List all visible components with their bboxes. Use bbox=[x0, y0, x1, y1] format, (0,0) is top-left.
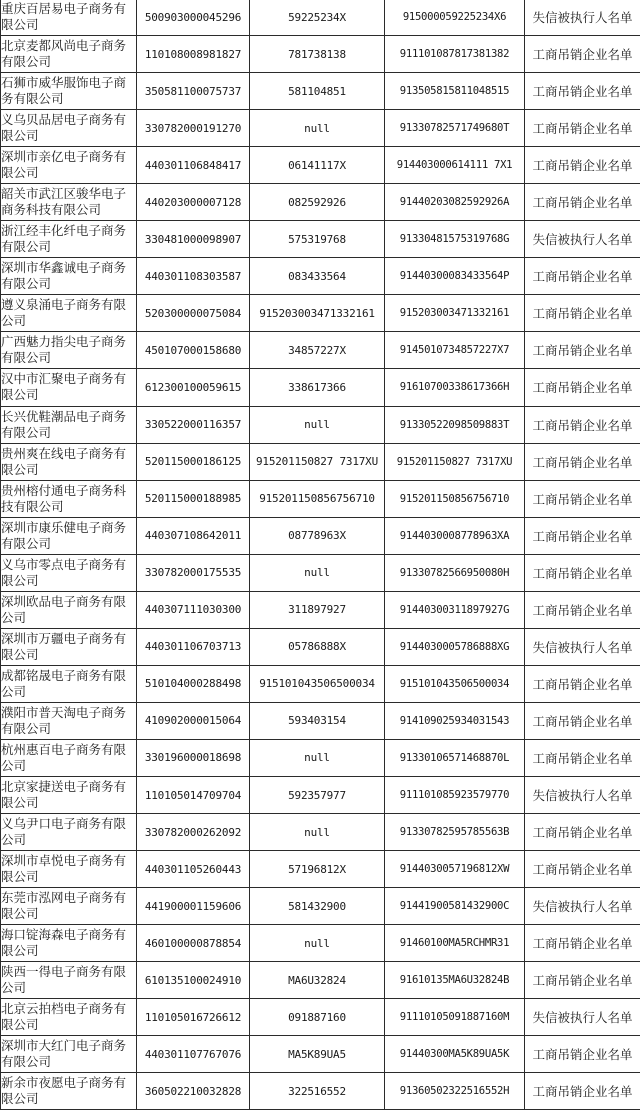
company-name: 濮阳市普天淘电子商务有限公司 bbox=[1, 704, 127, 736]
table-row bbox=[1, 258, 640, 295]
company-name: 北京麦都风尚电子商务有限公司 bbox=[1, 38, 127, 70]
registration-number-cell: 610135100024910 bbox=[137, 962, 250, 999]
status-cell: 工商吊销企业名单 bbox=[525, 665, 640, 702]
company-name-cell bbox=[1, 110, 137, 147]
organization-code-cell: null bbox=[250, 110, 385, 147]
organization-code-cell: null bbox=[250, 554, 385, 591]
status-cell: 工商吊销企业名单 bbox=[525, 110, 640, 147]
status-cell: 失信被执行人名单 bbox=[525, 999, 640, 1036]
company-name: 浙江经丰化纤电子商务有限公司 bbox=[1, 223, 127, 255]
credit-code-cell: 91360502322516552H bbox=[385, 1073, 525, 1110]
organization-code-cell: null bbox=[250, 406, 385, 443]
table-row bbox=[1, 221, 640, 258]
table-row bbox=[1, 851, 640, 888]
status-cell: 工商吊销企业名单 bbox=[525, 591, 640, 628]
company-name-cell bbox=[1, 925, 137, 962]
status-cell: 工商吊销企业名单 bbox=[525, 369, 640, 406]
company-name: 广西魅力指尖电子商务有限公司 bbox=[1, 334, 127, 366]
organization-code-cell: 915201150827 7317XU bbox=[250, 443, 385, 480]
registration-number-cell: 460100000878854 bbox=[137, 925, 250, 962]
credit-code-cell: 91330782571749680T bbox=[385, 110, 525, 147]
status-cell: 失信被执行人名单 bbox=[525, 0, 640, 36]
registration-number-cell: 330782000262092 bbox=[137, 814, 250, 851]
company-name: 贵州爽在线电子商务有限公司 bbox=[1, 445, 127, 477]
status-cell: 工商吊销企业名单 bbox=[525, 147, 640, 184]
company-name: 深圳市万疆电子商务有限公司 bbox=[1, 630, 127, 662]
table-row bbox=[1, 1036, 640, 1073]
company-name-cell bbox=[1, 295, 137, 332]
credit-code-cell: 915201150827 7317XU bbox=[385, 443, 525, 480]
company-name-cell bbox=[1, 184, 137, 221]
company-name-cell bbox=[1, 332, 137, 369]
company-name-cell bbox=[1, 888, 137, 925]
organization-code-cell: 59225234X bbox=[250, 0, 385, 36]
table-row bbox=[1, 999, 640, 1036]
table-row bbox=[1, 406, 640, 443]
registration-number-cell: 440301108303587 bbox=[137, 258, 250, 295]
registration-number-cell: 440301107767076 bbox=[137, 1036, 250, 1073]
registration-number-cell: 360502210032828 bbox=[137, 1073, 250, 1110]
company-name-cell bbox=[1, 221, 137, 258]
organization-code-cell: 581104851 bbox=[250, 73, 385, 110]
company-name: 义乌尹口电子商务有限公司 bbox=[1, 816, 127, 848]
credit-code-cell: 91330782595785563B bbox=[385, 814, 525, 851]
table-row bbox=[1, 110, 640, 147]
company-name: 韶关市武江区骏华电子商务科技有限公司 bbox=[1, 186, 127, 218]
status-cell: 工商吊销企业名单 bbox=[525, 184, 640, 221]
table-row bbox=[1, 702, 640, 739]
company-name: 深圳市卓悦电子商务有限公司 bbox=[1, 853, 127, 885]
company-name: 北京家捷送电子商务有限公司 bbox=[1, 779, 127, 810]
company-name-cell bbox=[1, 962, 137, 999]
company-name-cell bbox=[1, 36, 137, 73]
status-cell: 工商吊销企业名单 bbox=[525, 554, 640, 591]
status-cell: 工商吊销企业名单 bbox=[525, 73, 640, 110]
company-name: 深圳市大红门电子商务有限公司 bbox=[1, 1038, 127, 1070]
table-row bbox=[1, 73, 640, 110]
company-name-cell bbox=[1, 554, 137, 591]
table-row bbox=[1, 628, 640, 665]
registration-number-cell: 350581100075737 bbox=[137, 73, 250, 110]
credit-code-cell: 91330782566950080H bbox=[385, 554, 525, 591]
credit-code-cell: 91330481575319768G bbox=[385, 221, 525, 258]
registration-number-cell: 330782000191270 bbox=[137, 110, 250, 147]
registration-number-cell: 510104000288498 bbox=[137, 665, 250, 702]
credit-code-cell: 911101087817381382 bbox=[385, 36, 525, 73]
credit-code-cell: 91610700338617366H bbox=[385, 369, 525, 406]
credit-code-cell: 91330106571468870L bbox=[385, 739, 525, 776]
company-name: 东莞市泓网电子商务有限公司 bbox=[1, 890, 127, 922]
credit-code-cell: 9144030057196812XW bbox=[385, 851, 525, 888]
status-cell: 工商吊销企业名单 bbox=[525, 295, 640, 332]
company-name: 义乌市零点电子商务有限公司 bbox=[1, 556, 127, 588]
registration-number-cell: 330481000098907 bbox=[137, 221, 250, 258]
organization-code-cell: 593403154 bbox=[250, 702, 385, 739]
company-name: 深圳市华鑫诚电子商务有限公司 bbox=[1, 260, 127, 292]
table-row bbox=[1, 1073, 640, 1110]
credit-code-cell: 913505815811048515 bbox=[385, 73, 525, 110]
organization-code-cell: 08778963X bbox=[250, 517, 385, 554]
credit-code-cell: 91110105091887160M bbox=[385, 999, 525, 1036]
company-name-cell bbox=[1, 517, 137, 554]
organization-code-cell: 091887160 bbox=[250, 999, 385, 1036]
company-name: 汉中市汇聚电子商务有限公司 bbox=[1, 371, 127, 403]
credit-code-cell: 914109025934031543 bbox=[385, 702, 525, 739]
registration-number-cell: 520115000188985 bbox=[137, 480, 250, 517]
credit-code-cell: 914403000614111 7X1 bbox=[385, 147, 525, 184]
organization-code-cell: 915201150856756710 bbox=[250, 480, 385, 517]
company-name: 石狮市威华服饰电子商务有限公司 bbox=[1, 75, 127, 107]
company-name: 深圳市康乐健电子商务有限公司 bbox=[1, 519, 127, 551]
company-name-cell bbox=[1, 147, 137, 184]
registration-number-cell: 520115000186125 bbox=[137, 443, 250, 480]
registration-number-cell: 110108008981827 bbox=[137, 36, 250, 73]
registration-number-cell: 612300100059615 bbox=[137, 369, 250, 406]
credit-code-cell: 91460100MA5RCHMR31 bbox=[385, 925, 525, 962]
registration-number-cell: 330782000175535 bbox=[137, 554, 250, 591]
table-row bbox=[1, 776, 640, 813]
status-cell: 工商吊销企业名单 bbox=[525, 406, 640, 443]
table-row bbox=[1, 36, 640, 73]
registration-number-cell: 440307108642011 bbox=[137, 517, 250, 554]
organization-code-cell: 083433564 bbox=[250, 258, 385, 295]
organization-code-cell: 311897927 bbox=[250, 591, 385, 628]
company-name-cell bbox=[1, 258, 137, 295]
registration-number-cell: 520300000075084 bbox=[137, 295, 250, 332]
status-cell: 工商吊销企业名单 bbox=[525, 36, 640, 73]
company-name-cell bbox=[1, 443, 137, 480]
organization-code-cell: 915203003471332161 bbox=[250, 295, 385, 332]
status-cell: 工商吊销企业名单 bbox=[525, 332, 640, 369]
company-name: 陕西一得电子商务有限公司 bbox=[1, 964, 127, 996]
company-name-cell bbox=[1, 73, 137, 110]
organization-code-cell: 915101043506500034 bbox=[250, 665, 385, 702]
company-name: 长兴优鞋潮品电子商务有限公司 bbox=[1, 408, 127, 440]
status-cell: 工商吊销企业名单 bbox=[525, 851, 640, 888]
company-name: 杭州惠百电子商务有限公司 bbox=[1, 741, 127, 773]
company-name-cell bbox=[1, 851, 137, 888]
credit-code-cell: 9145010734857227X7 bbox=[385, 332, 525, 369]
status-cell: 工商吊销企业名单 bbox=[525, 443, 640, 480]
credit-code-cell: 91440203082592926A bbox=[385, 184, 525, 221]
table-row bbox=[1, 962, 640, 999]
credit-code-cell: 91330522098509883T bbox=[385, 406, 525, 443]
registration-number-cell: 440301106703713 bbox=[137, 628, 250, 665]
organization-code-cell: 575319768 bbox=[250, 221, 385, 258]
credit-code-cell: 91441900581432900C bbox=[385, 888, 525, 925]
company-name: 新余市夜愿电子商务有限公司 bbox=[1, 1075, 127, 1107]
table-row bbox=[1, 0, 640, 36]
status-cell: 失信被执行人名单 bbox=[525, 221, 640, 258]
company-name: 遵义泉涌电子商务有限公司 bbox=[1, 297, 127, 329]
table-row bbox=[1, 369, 640, 406]
credit-code-cell: 91610135MA6U32824B bbox=[385, 962, 525, 999]
table-row bbox=[1, 443, 640, 480]
registration-number-cell: 110105016726612 bbox=[137, 999, 250, 1036]
status-cell: 工商吊销企业名单 bbox=[525, 480, 640, 517]
registration-number-cell: 450107000158680 bbox=[137, 332, 250, 369]
company-name-cell bbox=[1, 702, 137, 739]
credit-code-cell: 915203003471332161 bbox=[385, 295, 525, 332]
registration-number-cell: 440203000007128 bbox=[137, 184, 250, 221]
company-name-cell bbox=[1, 628, 137, 665]
company-name-cell bbox=[1, 814, 137, 851]
registry-table-body bbox=[1, 0, 640, 1110]
organization-code-cell: null bbox=[250, 925, 385, 962]
company-name: 深圳市亲亿电子商务有限公司 bbox=[1, 149, 127, 181]
company-name-cell bbox=[1, 480, 137, 517]
organization-code-cell: 581432900 bbox=[250, 888, 385, 925]
company-name-cell bbox=[1, 665, 137, 702]
organization-code-cell: MA6U32824 bbox=[250, 962, 385, 999]
organization-code-cell: 05786888X bbox=[250, 628, 385, 665]
organization-code-cell: 781738138 bbox=[250, 36, 385, 73]
status-cell: 工商吊销企业名单 bbox=[525, 814, 640, 851]
credit-code-cell: 915201150856756710 bbox=[385, 480, 525, 517]
organization-code-cell: null bbox=[250, 814, 385, 851]
registration-number-cell: 441900001159606 bbox=[137, 888, 250, 925]
credit-code-cell: 915101043506500034 bbox=[385, 665, 525, 702]
credit-code-cell: 91440300083433564P bbox=[385, 258, 525, 295]
status-cell: 工商吊销企业名单 bbox=[525, 517, 640, 554]
status-cell: 工商吊销企业名单 bbox=[525, 1073, 640, 1110]
status-cell: 失信被执行人名单 bbox=[525, 888, 640, 925]
credit-code-cell: 911101085923579770 bbox=[385, 776, 525, 813]
organization-code-cell: 06141117X bbox=[250, 147, 385, 184]
company-name: 义乌贝品居电子商务有限公司 bbox=[1, 112, 127, 144]
status-cell: 失信被执行人名单 bbox=[525, 628, 640, 665]
credit-code-cell: 91440300MA5K89UA5K bbox=[385, 1036, 525, 1073]
table-row bbox=[1, 739, 640, 776]
organization-code-cell: 338617366 bbox=[250, 369, 385, 406]
company-name-cell bbox=[1, 1073, 137, 1110]
credit-code-cell: 915000059225234X6 bbox=[385, 0, 525, 36]
status-cell: 失信被执行人名单 bbox=[525, 776, 640, 813]
table-row bbox=[1, 925, 640, 962]
company-name: 贵州榕付通电子商务科技有限公司 bbox=[1, 482, 127, 514]
registration-number-cell: 440301106848417 bbox=[137, 147, 250, 184]
organization-code-cell: null bbox=[250, 739, 385, 776]
company-name: 成都铭晟电子商务有限公司 bbox=[1, 667, 127, 699]
company-name: 重庆百居易电子商务有限公司 bbox=[1, 1, 127, 33]
credit-code-cell: 9144030008778963XA bbox=[385, 517, 525, 554]
status-cell: 工商吊销企业名单 bbox=[525, 258, 640, 295]
table-row bbox=[1, 591, 640, 628]
table-row bbox=[1, 147, 640, 184]
status-cell: 工商吊销企业名单 bbox=[525, 925, 640, 962]
company-name-cell bbox=[1, 369, 137, 406]
table-row bbox=[1, 295, 640, 332]
organization-code-cell: 082592926 bbox=[250, 184, 385, 221]
registration-number-cell: 330196000018698 bbox=[137, 739, 250, 776]
company-name-cell bbox=[1, 0, 137, 36]
table-row bbox=[1, 888, 640, 925]
company-name: 海口锭海森电子商务有限公司 bbox=[1, 927, 127, 959]
table-row bbox=[1, 332, 640, 369]
status-cell: 工商吊销企业名单 bbox=[525, 739, 640, 776]
table-row bbox=[1, 517, 640, 554]
registration-number-cell: 330522000116357 bbox=[137, 406, 250, 443]
status-cell: 工商吊销企业名单 bbox=[525, 1036, 640, 1073]
company-name-cell bbox=[1, 1036, 137, 1073]
credit-code-cell: 9144030005786888XG bbox=[385, 628, 525, 665]
status-cell: 工商吊销企业名单 bbox=[525, 702, 640, 739]
company-name-cell bbox=[1, 406, 137, 443]
company-name-cell bbox=[1, 591, 137, 628]
company-name-cell bbox=[1, 999, 137, 1036]
table-row bbox=[1, 554, 640, 591]
table-row bbox=[1, 184, 640, 221]
organization-code-cell: 592357977 bbox=[250, 776, 385, 813]
company-name-cell bbox=[1, 739, 137, 776]
company-name-cell bbox=[1, 776, 137, 813]
table-row bbox=[1, 665, 640, 702]
registration-number-cell: 440307111030300 bbox=[137, 591, 250, 628]
company-name: 深圳欧品电子商务有限公司 bbox=[1, 593, 127, 625]
organization-code-cell: 322516552 bbox=[250, 1073, 385, 1110]
registration-number-cell: 410902000015064 bbox=[137, 702, 250, 739]
company-name: 北京云拍档电子商务有限公司 bbox=[1, 1001, 127, 1033]
registration-number-cell: 500903000045296 bbox=[137, 0, 250, 36]
table-row bbox=[1, 814, 640, 851]
registration-number-cell: 440301105260443 bbox=[137, 851, 250, 888]
organization-code-cell: MA5K89UA5 bbox=[250, 1036, 385, 1073]
table-row bbox=[1, 480, 640, 517]
registration-number-cell: 110105014709704 bbox=[137, 776, 250, 813]
organization-code-cell: 34857227X bbox=[250, 332, 385, 369]
organization-code-cell: 57196812X bbox=[250, 851, 385, 888]
status-cell: 工商吊销企业名单 bbox=[525, 962, 640, 999]
credit-code-cell: 91440300311897927G bbox=[385, 591, 525, 628]
